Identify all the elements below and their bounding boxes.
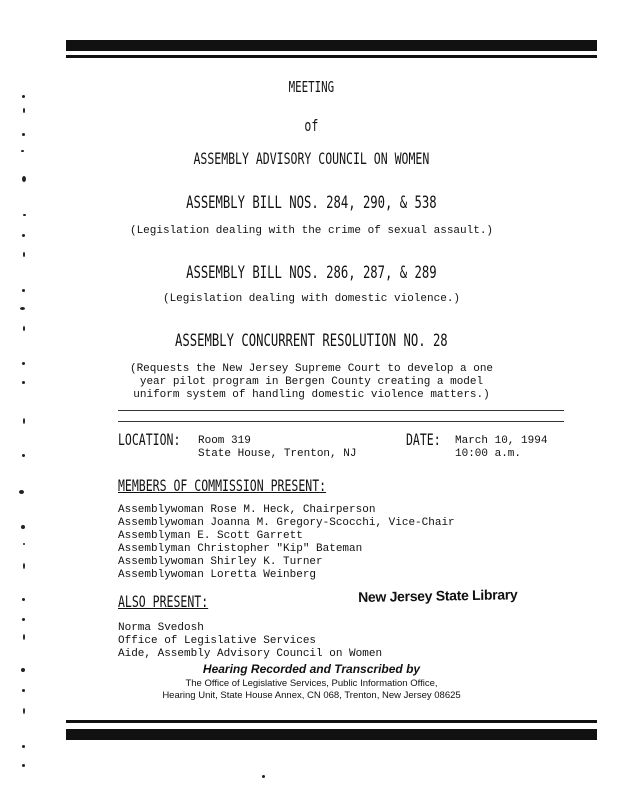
scan-speck xyxy=(20,307,25,310)
resolution-description-line: year pilot program in Bergen County creating a model xyxy=(139,376,484,388)
scan-speck xyxy=(23,108,25,113)
bill-title-2: ASSEMBLY BILL NOS. 286, 287, & 289 xyxy=(186,263,437,283)
member-item: Assemblywoman Shirley K. Turner xyxy=(118,556,323,568)
bill-description-1: (Legislation dealing with the crime of sexual assault.) xyxy=(129,225,494,237)
scan-speck xyxy=(22,618,25,621)
member-item: Assemblyman E. Scott Garrett xyxy=(118,530,303,542)
scan-speck xyxy=(22,689,25,692)
location-value xyxy=(198,435,356,461)
resolution-description xyxy=(0,363,623,402)
staff-line: Norma Svedosh xyxy=(118,622,204,634)
scan-speck xyxy=(22,234,25,237)
members-label: MEMBERS OF COMMISSION PRESENT: xyxy=(118,476,327,495)
scan-speck xyxy=(23,634,25,640)
scan-speck xyxy=(19,490,24,494)
divider xyxy=(118,421,564,422)
top-rule-thin xyxy=(66,55,597,58)
scan-speck xyxy=(23,252,25,257)
bill-description-2: (Legislation dealing with domestic violence.) xyxy=(162,293,461,305)
scan-speck xyxy=(22,289,25,292)
scan-speck xyxy=(21,525,25,529)
resolution-title: ASSEMBLY CONCURRENT RESOLUTION NO. 28 xyxy=(175,331,448,351)
scan-speck xyxy=(23,418,25,424)
scan-speck xyxy=(22,598,25,601)
scan-speck xyxy=(22,176,26,182)
bottom-rule-thick xyxy=(66,729,597,740)
location-label: LOCATION: xyxy=(118,430,181,449)
hearing-credit-line: Hearing Unit, State House Annex, CN 068, Trenton, New Jersey 08625 xyxy=(162,690,461,701)
scan-speck xyxy=(23,326,25,331)
scan-speck xyxy=(21,150,24,152)
bottom-rule-thin xyxy=(66,720,597,723)
scan-speck xyxy=(23,214,26,216)
scan-speck xyxy=(22,133,25,136)
member-item: Assemblyman Christopher "Kip" Bateman xyxy=(118,543,363,555)
library-stamp: New Jersey State Library xyxy=(358,586,518,605)
scan-speck xyxy=(262,775,265,778)
staff-line: Office of Legislative Services xyxy=(118,635,317,647)
date-value xyxy=(455,435,547,461)
date-label: DATE: xyxy=(406,430,441,449)
member-item: Assemblywoman Joanna M. Gregory-Scocchi, Vice-Chair xyxy=(118,517,455,529)
scan-speck xyxy=(23,543,25,545)
meeting-heading: MEETING xyxy=(288,78,335,96)
hearing-credit-title: Hearing Recorded and Transcribed by xyxy=(202,662,421,676)
location-address: State House, Trenton, NJ xyxy=(198,448,357,460)
member-item: Assemblywoman Loretta Weinberg xyxy=(118,569,317,581)
date-time: 10:00 a.m. xyxy=(455,448,522,460)
bill-title-1: ASSEMBLY BILL NOS. 284, 290, & 538 xyxy=(186,193,437,213)
scan-speck xyxy=(23,563,25,569)
also-present-list xyxy=(118,622,382,661)
scan-speck xyxy=(22,764,25,767)
scan-speck xyxy=(22,745,25,748)
members-list xyxy=(118,504,455,582)
council-heading: ASSEMBLY ADVISORY COUNCIL ON WOMEN xyxy=(193,149,430,168)
scan-speck xyxy=(22,381,25,384)
hearing-credit-line: The Office of Legislative Services, Public Information Office, xyxy=(185,678,438,689)
member-item: Assemblywoman Rose M. Heck, Chairperson xyxy=(118,504,376,516)
date-day: March 10, 1994 xyxy=(455,435,548,447)
staff-line: Aide, Assembly Advisory Council on Women xyxy=(118,648,383,660)
divider xyxy=(118,410,564,411)
scan-speck xyxy=(22,362,25,365)
resolution-description-line: uniform system of handling domestic violence matters.) xyxy=(133,389,490,401)
scan-speck xyxy=(23,708,25,714)
resolution-description-line: (Requests the New Jersey Supreme Court to develop a one xyxy=(129,363,494,375)
of-heading: of xyxy=(304,116,319,135)
location-room: Room 319 xyxy=(198,435,251,447)
top-rule-thick xyxy=(66,40,597,51)
scan-speck xyxy=(21,668,25,672)
scan-speck xyxy=(22,454,25,457)
also-present-label: ALSO PRESENT: xyxy=(118,592,209,611)
scan-speck xyxy=(22,95,25,98)
